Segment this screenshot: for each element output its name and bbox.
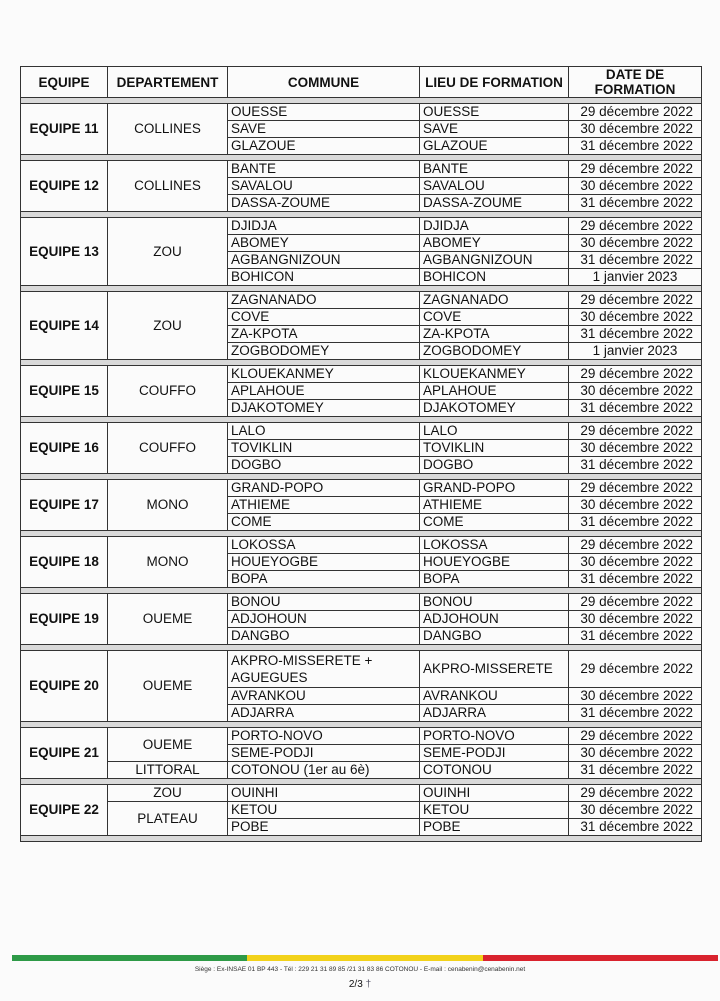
cell-date: 30 décembre 2022 bbox=[569, 554, 702, 571]
table-row bbox=[21, 366, 702, 383]
cell-commune: POBE bbox=[228, 819, 420, 836]
cell-commune: DOGBO bbox=[228, 457, 420, 474]
table-row bbox=[21, 480, 702, 497]
cell-commune: ABOMEY bbox=[228, 235, 420, 252]
cell-lieu: HOUEYOGBE bbox=[420, 554, 569, 571]
cell-date: 29 décembre 2022 bbox=[569, 104, 702, 121]
cell-departement: COLLINES bbox=[108, 161, 228, 212]
cell-commune: AKPRO-MISSERETE + AGUEGUES bbox=[228, 651, 420, 688]
cell-departement: OUEME bbox=[108, 728, 228, 762]
cell-date: 30 décembre 2022 bbox=[569, 688, 702, 705]
cell-lieu: KETOU bbox=[420, 802, 569, 819]
cell-date: 29 décembre 2022 bbox=[569, 651, 702, 688]
cell-lieu: COVE bbox=[420, 309, 569, 326]
cell-equipe: EQUIPE 12 bbox=[21, 161, 108, 212]
cell-lieu: BOHICON bbox=[420, 269, 569, 286]
cell-departement: MONO bbox=[108, 537, 228, 588]
cell-departement: ZOU bbox=[108, 218, 228, 286]
cell-date: 29 décembre 2022 bbox=[569, 292, 702, 309]
cell-lieu: AVRANKOU bbox=[420, 688, 569, 705]
cell-date: 1 janvier 2023 bbox=[569, 343, 702, 360]
cell-equipe: EQUIPE 15 bbox=[21, 366, 108, 417]
cell-date: 29 décembre 2022 bbox=[569, 537, 702, 554]
cell-commune: COME bbox=[228, 514, 420, 531]
cell-date: 30 décembre 2022 bbox=[569, 497, 702, 514]
cell-commune: ZAGNANADO bbox=[228, 292, 420, 309]
cell-lieu: LALO bbox=[420, 423, 569, 440]
cell-date: 30 décembre 2022 bbox=[569, 235, 702, 252]
cell-lieu: POBE bbox=[420, 819, 569, 836]
cell-equipe: EQUIPE 11 bbox=[21, 104, 108, 155]
cell-commune: ADJOHOUN bbox=[228, 611, 420, 628]
cell-date: 31 décembre 2022 bbox=[569, 195, 702, 212]
cell-date: 29 décembre 2022 bbox=[569, 728, 702, 745]
cell-lieu: DANGBO bbox=[420, 628, 569, 645]
cell-lieu: ZAGNANADO bbox=[420, 292, 569, 309]
initials-mark: † bbox=[365, 979, 372, 990]
cell-lieu: DJIDJA bbox=[420, 218, 569, 235]
flag-red bbox=[483, 955, 718, 961]
cell-lieu: COME bbox=[420, 514, 569, 531]
cell-commune: SAVALOU bbox=[228, 178, 420, 195]
cell-departement: COUFFO bbox=[108, 366, 228, 417]
cell-date: 31 décembre 2022 bbox=[569, 326, 702, 343]
cell-commune: PORTO-NOVO bbox=[228, 728, 420, 745]
header-row bbox=[21, 67, 702, 98]
cell-date: 31 décembre 2022 bbox=[569, 400, 702, 417]
cell-commune: ATHIEME bbox=[228, 497, 420, 514]
cell-commune: AVRANKOU bbox=[228, 688, 420, 705]
cell-lieu: GLAZOUE bbox=[420, 138, 569, 155]
cell-date: 31 décembre 2022 bbox=[569, 514, 702, 531]
cell-lieu: DOGBO bbox=[420, 457, 569, 474]
cell-equipe: EQUIPE 17 bbox=[21, 480, 108, 531]
cell-date: 29 décembre 2022 bbox=[569, 480, 702, 497]
cell-equipe: EQUIPE 22 bbox=[21, 785, 108, 836]
cell-departement: COLLINES bbox=[108, 104, 228, 155]
cell-commune: BOPA bbox=[228, 571, 420, 588]
table-row bbox=[21, 651, 702, 688]
cell-commune: BOHICON bbox=[228, 269, 420, 286]
cell-commune: COVE bbox=[228, 309, 420, 326]
flag-stripe bbox=[12, 955, 718, 961]
cell-commune: LOKOSSA bbox=[228, 537, 420, 554]
table-end-separator bbox=[21, 836, 702, 842]
cell-lieu: APLAHOUE bbox=[420, 383, 569, 400]
cell-commune: AGBANGNIZOUN bbox=[228, 252, 420, 269]
page-number bbox=[0, 979, 720, 990]
cell-lieu: COTONOU bbox=[420, 762, 569, 779]
header-lieu: LIEU DE FORMATION bbox=[420, 67, 569, 98]
cell-commune: BANTE bbox=[228, 161, 420, 178]
table-row bbox=[21, 785, 702, 802]
cell-commune: BONOU bbox=[228, 594, 420, 611]
cell-lieu: GRAND-POPO bbox=[420, 480, 569, 497]
table-row bbox=[21, 537, 702, 554]
cell-lieu: ZA-KPOTA bbox=[420, 326, 569, 343]
cell-commune: LALO bbox=[228, 423, 420, 440]
table-row bbox=[21, 802, 702, 819]
cell-lieu: OUINHI bbox=[420, 785, 569, 802]
cell-lieu: KLOUEKANMEY bbox=[420, 366, 569, 383]
table-row bbox=[21, 161, 702, 178]
cell-date: 31 décembre 2022 bbox=[569, 252, 702, 269]
cell-lieu: ZOGBODOMEY bbox=[420, 343, 569, 360]
cell-departement: LITTORAL bbox=[108, 762, 228, 779]
header-commune: COMMUNE bbox=[228, 67, 420, 98]
cell-date: 29 décembre 2022 bbox=[569, 366, 702, 383]
cell-lieu: AKPRO-MISSERETE bbox=[420, 651, 569, 688]
cell-date: 31 décembre 2022 bbox=[569, 628, 702, 645]
cell-commune: ZOGBODOMEY bbox=[228, 343, 420, 360]
cell-lieu: PORTO-NOVO bbox=[420, 728, 569, 745]
cell-departement: OUEME bbox=[108, 594, 228, 645]
table-row bbox=[21, 594, 702, 611]
formation-schedule-table bbox=[20, 66, 702, 842]
cell-commune: APLAHOUE bbox=[228, 383, 420, 400]
cell-lieu: BONOU bbox=[420, 594, 569, 611]
cell-lieu: BOPA bbox=[420, 571, 569, 588]
cell-lieu: SAVALOU bbox=[420, 178, 569, 195]
cell-date: 31 décembre 2022 bbox=[569, 762, 702, 779]
cell-lieu: LOKOSSA bbox=[420, 537, 569, 554]
cell-lieu: SEME-PODJI bbox=[420, 745, 569, 762]
table-row bbox=[21, 728, 702, 745]
cell-lieu: TOVIKLIN bbox=[420, 440, 569, 457]
cell-lieu: ADJARRA bbox=[420, 705, 569, 722]
cell-commune: OUINHI bbox=[228, 785, 420, 802]
cell-commune: DASSA-ZOUME bbox=[228, 195, 420, 212]
cell-commune: DJIDJA bbox=[228, 218, 420, 235]
cell-date: 30 décembre 2022 bbox=[569, 611, 702, 628]
cell-equipe: EQUIPE 21 bbox=[21, 728, 108, 779]
cell-equipe: EQUIPE 19 bbox=[21, 594, 108, 645]
cell-commune: ADJARRA bbox=[228, 705, 420, 722]
cell-date: 29 décembre 2022 bbox=[569, 785, 702, 802]
flag-yellow bbox=[247, 955, 482, 961]
cell-date: 31 décembre 2022 bbox=[569, 705, 702, 722]
page-number-text: 2/3 bbox=[348, 979, 363, 990]
cell-commune: TOVIKLIN bbox=[228, 440, 420, 457]
cell-date: 31 décembre 2022 bbox=[569, 138, 702, 155]
table-row bbox=[21, 218, 702, 235]
cell-lieu: DASSA-ZOUME bbox=[420, 195, 569, 212]
cell-commune: GRAND-POPO bbox=[228, 480, 420, 497]
cell-date: 30 décembre 2022 bbox=[569, 121, 702, 138]
cell-equipe: EQUIPE 20 bbox=[21, 651, 108, 722]
cell-commune: OUESSE bbox=[228, 104, 420, 121]
cell-equipe: EQUIPE 16 bbox=[21, 423, 108, 474]
table-row bbox=[21, 104, 702, 121]
table-body bbox=[21, 98, 702, 842]
table-row bbox=[21, 762, 702, 779]
cell-departement: MONO bbox=[108, 480, 228, 531]
header-departement: DEPARTEMENT bbox=[108, 67, 228, 98]
table-row bbox=[21, 423, 702, 440]
cell-equipe: EQUIPE 14 bbox=[21, 292, 108, 360]
cell-commune: COTONOU (1er au 6è) bbox=[228, 762, 420, 779]
cell-date: 31 décembre 2022 bbox=[569, 819, 702, 836]
footer-address: Siège : Ex-INSAE 01 BP 443 - Tél : 229 21 31 89 85 /21 31 83 86 COTONOU - E-mail : cenabenin@cenabenin.net bbox=[194, 966, 526, 973]
cell-date: 29 décembre 2022 bbox=[569, 594, 702, 611]
cell-date: 31 décembre 2022 bbox=[569, 457, 702, 474]
cell-lieu: BANTE bbox=[420, 161, 569, 178]
cell-departement: OUEME bbox=[108, 651, 228, 722]
cell-commune: KETOU bbox=[228, 802, 420, 819]
cell-date: 29 décembre 2022 bbox=[569, 423, 702, 440]
cell-date: 30 décembre 2022 bbox=[569, 802, 702, 819]
cell-date: 30 décembre 2022 bbox=[569, 309, 702, 326]
cell-date: 1 janvier 2023 bbox=[569, 269, 702, 286]
cell-departement: PLATEAU bbox=[108, 802, 228, 836]
cell-commune: DJAKOTOMEY bbox=[228, 400, 420, 417]
cell-lieu: ADJOHOUN bbox=[420, 611, 569, 628]
cell-departement: COUFFO bbox=[108, 423, 228, 474]
cell-departement: ZOU bbox=[108, 785, 228, 802]
cell-lieu: DJAKOTOMEY bbox=[420, 400, 569, 417]
cell-commune: DANGBO bbox=[228, 628, 420, 645]
cell-commune: ZA-KPOTA bbox=[228, 326, 420, 343]
cell-lieu: OUESSE bbox=[420, 104, 569, 121]
header-date: DATE DE FORMATION bbox=[569, 67, 702, 98]
cell-commune: HOUEYOGBE bbox=[228, 554, 420, 571]
cell-date: 30 décembre 2022 bbox=[569, 178, 702, 195]
cell-commune: SEME-PODJI bbox=[228, 745, 420, 762]
cell-date: 30 décembre 2022 bbox=[569, 383, 702, 400]
cell-equipe: EQUIPE 18 bbox=[21, 537, 108, 588]
cell-date: 30 décembre 2022 bbox=[569, 745, 702, 762]
cell-equipe: EQUIPE 13 bbox=[21, 218, 108, 286]
cell-date: 30 décembre 2022 bbox=[569, 440, 702, 457]
cell-date: 31 décembre 2022 bbox=[569, 571, 702, 588]
flag-green bbox=[12, 955, 247, 961]
cell-date: 29 décembre 2022 bbox=[569, 218, 702, 235]
cell-commune: KLOUEKANMEY bbox=[228, 366, 420, 383]
cell-lieu: SAVE bbox=[420, 121, 569, 138]
table-row bbox=[21, 292, 702, 309]
cell-lieu: ATHIEME bbox=[420, 497, 569, 514]
cell-lieu: ABOMEY bbox=[420, 235, 569, 252]
cell-commune: GLAZOUE bbox=[228, 138, 420, 155]
cell-date: 29 décembre 2022 bbox=[569, 161, 702, 178]
cell-commune: SAVE bbox=[228, 121, 420, 138]
cell-lieu: AGBANGNIZOUN bbox=[420, 252, 569, 269]
cell-departement: ZOU bbox=[108, 292, 228, 360]
header-equipe: EQUIPE bbox=[21, 67, 108, 98]
